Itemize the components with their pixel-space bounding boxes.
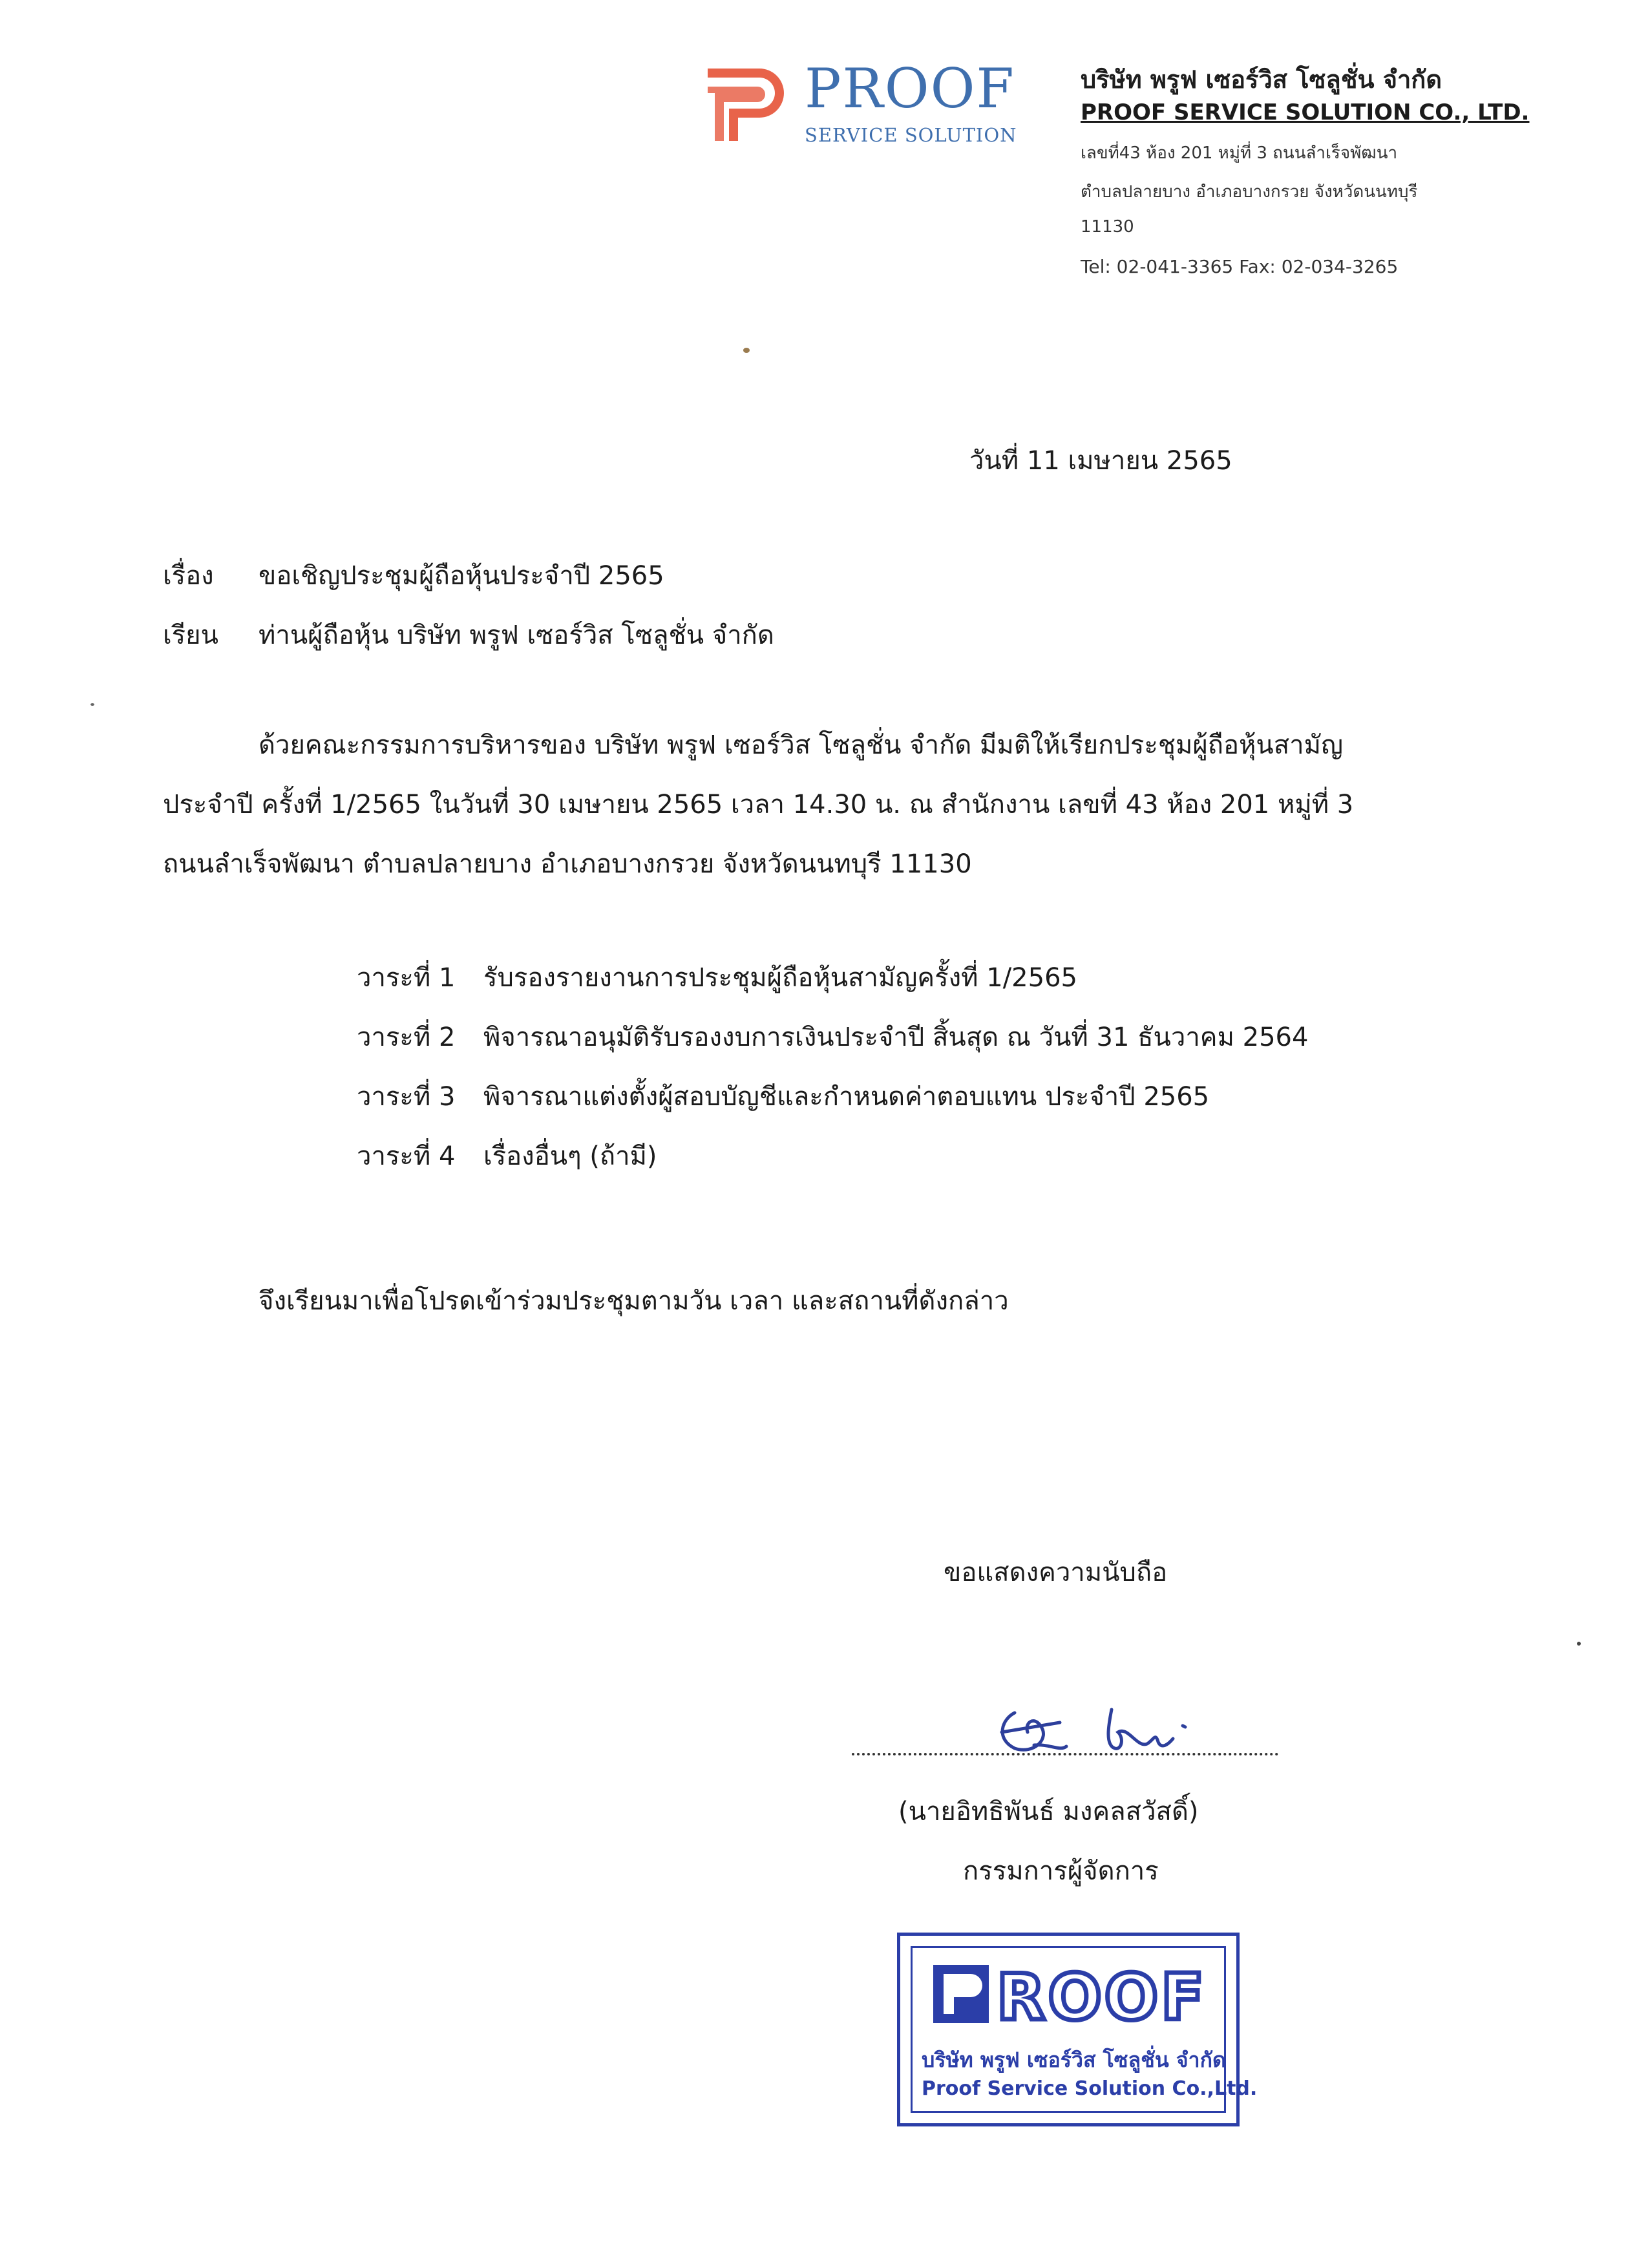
agenda-text: เรื่องอื่นๆ (ถ้ามี) [483, 1141, 657, 1171]
subject-label: เรื่อง [163, 561, 214, 591]
stamp-name-th: บริษัท พรูฟ เซอร์วิส โซลูชั่น จำกัด [922, 2048, 1226, 2072]
agenda-item [357, 1016, 1455, 1057]
recipient-label: เรียน [163, 620, 218, 650]
company-contact: Tel: 02-041-3365 Fax: 02-034-3265 [1081, 256, 1399, 277]
company-postcode: 11130 [1081, 217, 1134, 237]
signature-line [852, 1753, 1278, 1755]
svg-text:ROOF: ROOF [997, 1962, 1207, 2027]
stamp-brand-logo [932, 1962, 1216, 2027]
company-logo-icon [704, 63, 792, 144]
scan-speck [1577, 1642, 1581, 1646]
logo-tagline: SERVICE SOLUTION [805, 124, 1017, 146]
logo-wordmark: PROOF [805, 57, 1015, 120]
company-header [1081, 59, 1546, 291]
scan-speck [743, 348, 750, 353]
body-line-2: ประจำปี ครั้งที่ 1/2565 ในวันที่ 30 เมษายน 2565 เวลา 14.30 น. ณ สำนักงาน เลขที่ 43 ห้อง 201 หมู่ที่ 3 [163, 790, 1354, 820]
agenda-number: วาระที่ 1 [357, 963, 456, 993]
scan-speck [90, 703, 94, 706]
company-address-line1: เลขที่43 ห้อง 201 หมู่ที่ 3 ถนนลำเร็จพัฒนา [1081, 143, 1398, 163]
agenda-number: วาระที่ 2 [357, 1023, 456, 1052]
agenda-text: รับรองรายงานการประชุมผู้ถือหุ้นสามัญครั้งที่ 1/2565 [483, 963, 1077, 993]
signatory-title: กรรมการผู้จัดการ [963, 1856, 1159, 1886]
agenda-text: พิจารณาแต่งตั้งผู้สอบบัญชีและกำหนดค่าตอบแทน ประจำปี 2565 [483, 1082, 1210, 1112]
agenda-item [357, 957, 1455, 998]
subject-text: ขอเชิญประชุมผู้ถือหุ้นประจำปี 2565 [259, 561, 664, 591]
body-line-3: ถนนลำเร็จพัฒนา ตำบลปลายบาง อำเภอบางกรวย จังหวัดนนทบุรี 11130 [163, 849, 972, 879]
agenda-item [357, 1135, 1455, 1176]
regards-text: ขอแสดงความนับถือ [944, 1558, 1168, 1587]
agenda-number: วาระที่ 3 [357, 1082, 456, 1112]
signatory-name: (นายอิทธิพันธ์ มงคลสวัสดิ์) [898, 1797, 1199, 1827]
closing-paragraph: จึงเรียนมาเพื่อโปรดเข้าร่วมประชุมตามวัน เวลา และสถานที่ดังกล่าว [259, 1286, 1009, 1316]
company-name-th: บริษัท พรูฟ เซอร์วิส โซลูชั่น จำกัด [1081, 65, 1442, 94]
agenda-text: พิจารณาอนุมัติรับรองงบการเงินประจำปี สิ้นสุด ณ วันที่ 31 ธันวาคม 2564 [483, 1023, 1309, 1052]
company-address-line2: ตำบลปลายบาง อำเภอบางกรวย จังหวัดนนทบุรี [1081, 182, 1418, 202]
agenda-number: วาระที่ 4 [357, 1141, 456, 1171]
company-stamp [897, 1933, 1258, 2126]
agenda-item [357, 1076, 1455, 1117]
recipient-text: ท่านผู้ถือหุ้น บริษัท พรูฟ เซอร์วิส โซลูชั่น จำกัด [259, 620, 774, 650]
company-name-en: PROOF SERVICE SOLUTION CO., LTD. [1081, 100, 1530, 125]
handwritten-signature [989, 1687, 1234, 1758]
letter-date: วันที่ 11 เมษายน 2565 [969, 446, 1232, 476]
stamp-name-en: Proof Service Solution Co.,Ltd. [922, 2077, 1258, 2100]
stamp-inner-frame [911, 1946, 1258, 2113]
body-line-1: ด้วยคณะกรรมการบริหารของ บริษัท พรูฟ เซอร์วิส โซลูชั่น จำกัด มีมติให้เรียกประชุมผู้ถือหุ้นสามัญ [259, 730, 1344, 760]
